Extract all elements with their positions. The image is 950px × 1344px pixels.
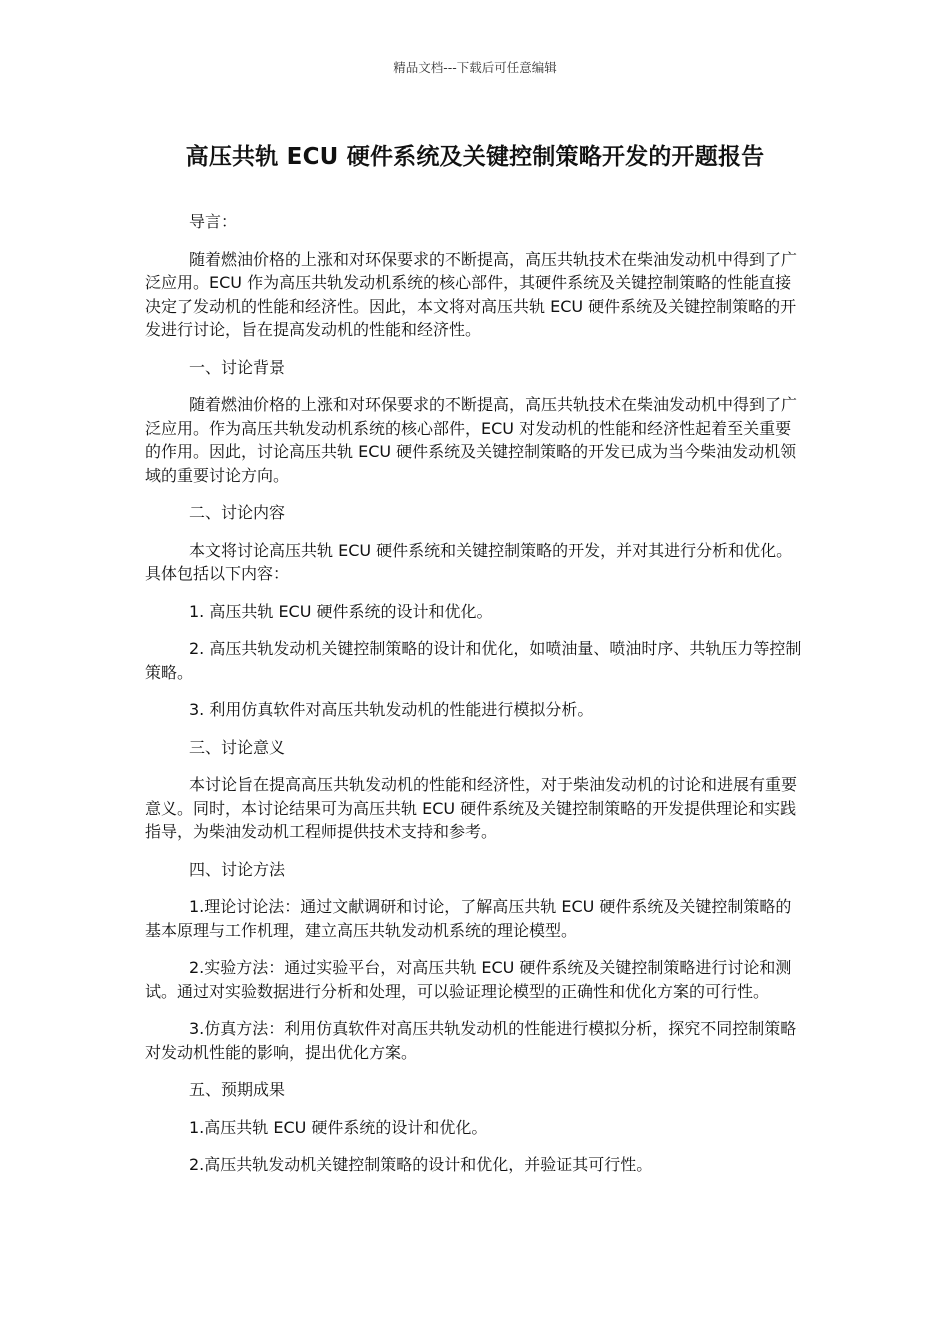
list-item: 1.理论讨论法：通过文献调研和讨论，了解高压共轨 ECU 硬件系统及关键控制策略的基本原理与工作机理，建立高压共轨发动机系统的理论模型。 xyxy=(145,897,792,940)
paragraph: 本文将讨论高压共轨 ECU 硬件系统和关键控制策略的开发，并对其进行分析和优化。具体包括以下内容： xyxy=(145,540,793,583)
section-heading: 三、讨论意义 xyxy=(189,737,286,757)
header-note: 精品文档---下载后可任意编辑 xyxy=(393,60,557,75)
section-heading: 二、讨论内容 xyxy=(189,503,286,522)
list-item: 3. 利用仿真软件对高压共轨发动机的性能进行模拟分析。 xyxy=(189,700,594,719)
section-heading: 四、讨论方法 xyxy=(189,859,286,879)
list-item: 2.实验方法：通过实验平台，对高压共轨 ECU 硬件系统及关键控制策略进行讨论和测试。通过对实验数据进行分析和处理，可以验证理论模型的正确性和优化方案的可行性。 xyxy=(145,958,792,1001)
list-item: 2. 高压共轨发动机关键控制策略的设计和优化，如喷油量、喷油时序、共轨压力等控制策略。 xyxy=(145,639,802,682)
intro-label: 导言： xyxy=(189,212,238,231)
section-heading: 一、讨论背景 xyxy=(189,357,286,377)
paragraph: 随着燃油价格的上涨和对环保要求的不断提高，高压共轨技术在柴油发动机中得到了广泛应用。作为高压共轨发动机系统的核心部件，ECU 对发动机的性能和经济性起着至关重要的作用。因此，讨论高压共轨 ECU 硬件系统及关键控制策略的开发已成为当今柴油发动机领域的重要讨论方向。 xyxy=(145,395,798,485)
document-body xyxy=(145,210,805,1191)
document-title: 高压共轨 ECU 硬件系统及关键控制策略开发的开题报告 xyxy=(185,144,765,170)
section-heading: 五、预期成果 xyxy=(189,1080,286,1099)
list-item: 3.仿真方法：利用仿真软件对高压共轨发动机的性能进行模拟分析，探究不同控制策略对发动机性能的影响，提出优化方案。 xyxy=(145,1019,797,1062)
paragraph: 随着燃油价格的上涨和对环保要求的不断提高，高压共轨技术在柴油发动机中得到了广泛应用。ECU 作为高压共轨发动机系统的核心部件，其硬件系统及关键控制策略的性能直接决定了发动机的性能和经济性。因此，本文将对高压共轨 ECU 硬件系统及关键控制策略的开发进行讨论，旨在提高发动机的性能和经济性。 xyxy=(145,249,798,339)
list-item: 1. 高压共轨 ECU 硬件系统的设计和优化。 xyxy=(189,601,493,621)
list-item: 2.高压共轨发动机关键控制策略的设计和优化，并验证其可行性。 xyxy=(189,1155,653,1174)
list-item: 1.高压共轨 ECU 硬件系统的设计和优化。 xyxy=(189,1117,488,1137)
paragraph: 本讨论旨在提高高压共轨发动机的性能和经济性，对于柴油发动机的讨论和进展有重要意义。同时，本讨论结果可为高压共轨 ECU 硬件系统及关键控制策略的开发提供理论和实践指导，为柴油发动机工程师提供技术支持和参考。 xyxy=(145,775,798,841)
